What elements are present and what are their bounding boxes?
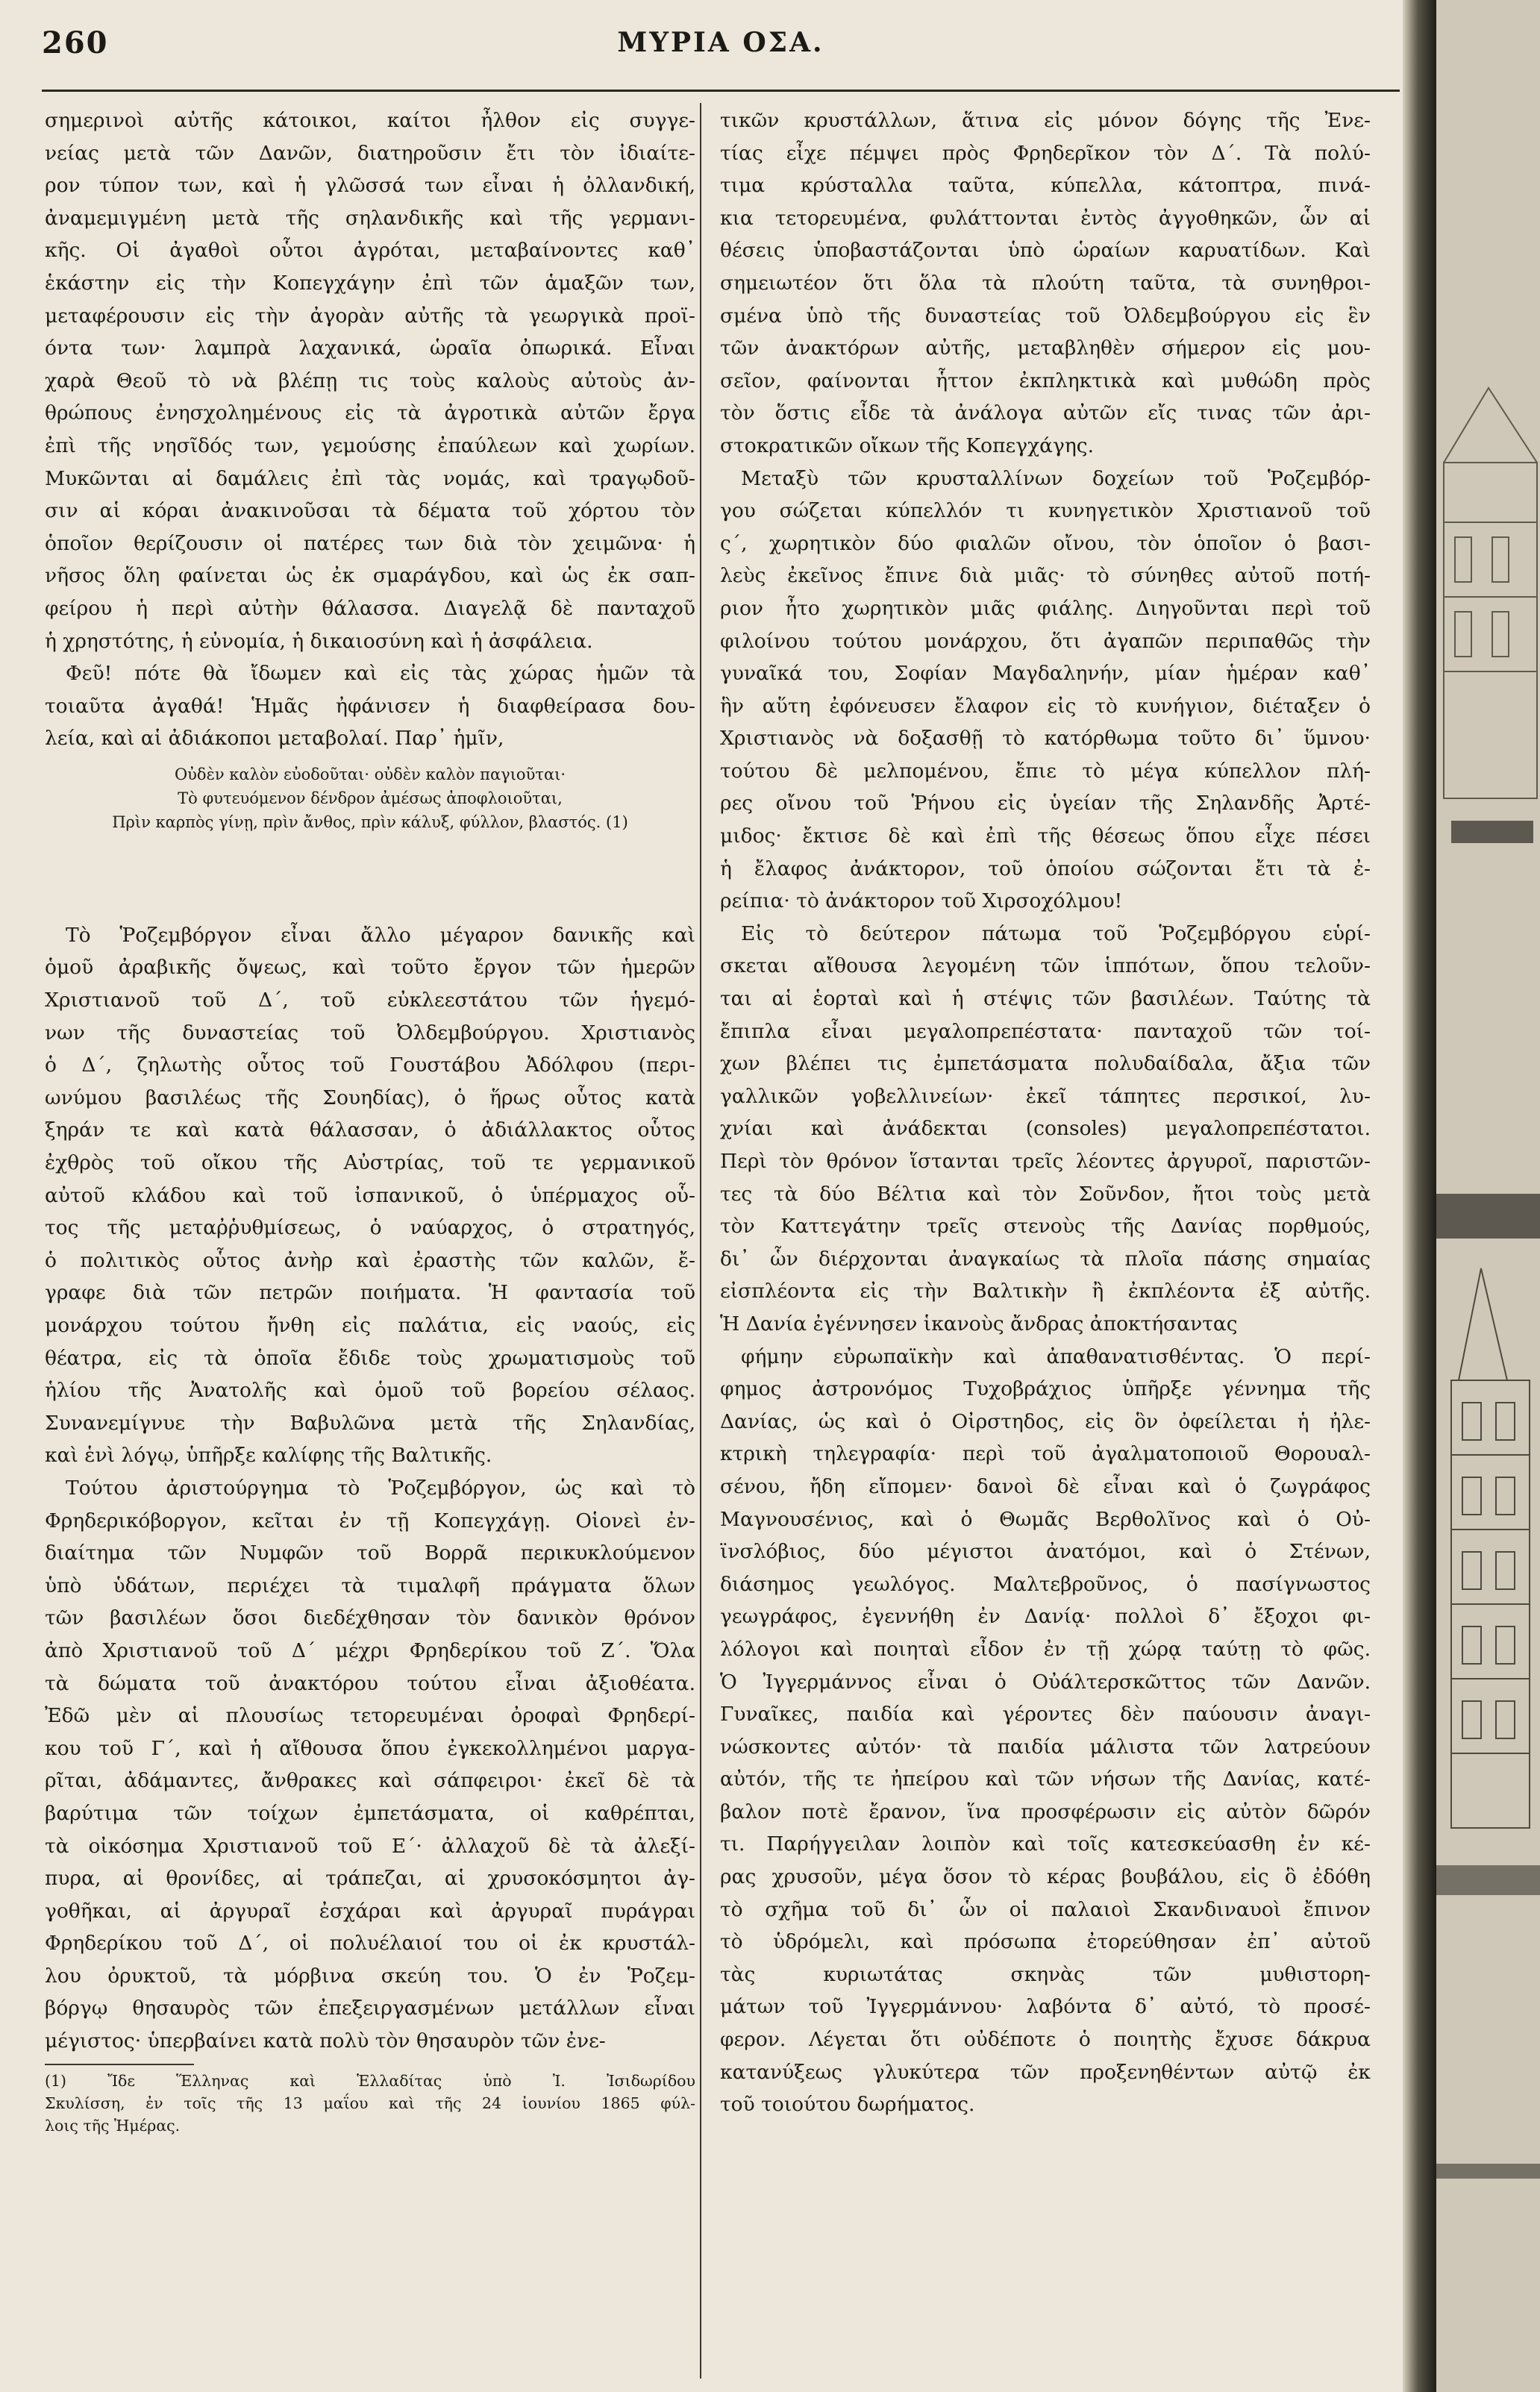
text-line: νείας μετὰ τῶν Δανῶν, διατηροῦσιν ἔτι τὸν ἰδιαίτε-	[45, 141, 695, 165]
text-line: Φεῦ! πότε θὰ ἴδωμεν καὶ εἰς τὰς χώρας ἡμῶν τὰ	[66, 662, 695, 686]
engraving-illustration	[1436, 0, 1540, 2392]
right-paragraphs	[720, 104, 1371, 2121]
left-column	[45, 104, 695, 2137]
text-line: τὸν ὅστις εἶδε τὰ ἀνάλογα αὐτῶν εἴς τινας τῶν ἀρι-	[720, 401, 1371, 425]
text-line: χνίαι καὶ ἀνάδεκται (consoles) μεγαλοπρεπέστατοι.	[720, 1117, 1371, 1141]
text-line: φερον. Λέγεται ὅτι οὐδέποτε ὁ ποιητὴς ἔχυσε δάκρυα	[720, 2028, 1371, 2052]
text-line: Μεταξὺ τῶν κρυσταλλίνων δοχείων τοῦ Ῥοζεμβόρ-	[741, 466, 1371, 490]
text-line: ρον τύπον των, καὶ ἡ γλῶσσά των εἶναι ἡ ὀλλανδική,	[45, 174, 695, 198]
book-gutter	[1403, 0, 1436, 2392]
text-line: διάσημος γεωλόγος. Μαλτεβροῦνος, ὁ πασίγνωστος	[720, 1572, 1371, 1596]
text-line: Χριστιανὸς νὰ δοξασθῇ τὸ κατόρθωμα τοῦτο δι᾽ ὕμνου·	[720, 727, 1371, 751]
text-line: τὸν Καττεγάτην τρεῖς στενοὺς τῆς Δανίας πορθμούς,	[720, 1215, 1371, 1239]
header-rule	[42, 90, 1400, 92]
text-line: κου τοῦ Γ´, καὶ ἡ αἴθουσα ὅπου ἐγκεκολλημένοι μαργα-	[45, 1736, 695, 1760]
text-line: εἰσπλέοντα εἰς τὴν Βαλτικὴν ἢ ἐκπλέοντα ἐξ αὐτῆς.	[720, 1280, 1371, 1303]
text-line: τοῦ τοιούτου δωρήματος.	[720, 2093, 975, 2117]
text-line: τὰ οἰκόσημα Χριστιανοῦ τοῦ Ε´· ἀλλαχοῦ δὲ τὰ ἀλεξί-	[45, 1834, 695, 1858]
text-line: τοιαῦτα ἀγαθά! Ἡμᾶς ἠφάνισεν ἡ διαφθείρασα δου-	[45, 694, 695, 718]
text-line: μονάρχου τούτου ἤνθη εἰς παλάτια, εἰς ναούς, εἰς	[45, 1314, 695, 1337]
text-line: ὁ πολιτικὸς οὗτος ἀνὴρ καὶ ἐραστὴς τῶν καλῶν, ἔ-	[45, 1248, 695, 1272]
text-line: λεὺς ἐκεῖνος ἔπινε διὰ μιᾶς· τὸ σύνηθες αὐτοῦ ποτή-	[720, 564, 1371, 588]
left-paragraphs	[45, 104, 695, 755]
text-line: ἀναμεμιγμένη μετὰ τῆς σηλανδικῆς καὶ τῆς γερμανι-	[45, 206, 695, 230]
text-line: ἑκάστην εἰς τὴν Κοπεγχάγην ἐπὶ τῶν ἁμαξῶν των,	[45, 271, 695, 295]
verse-line: Τὸ φυτευόμενον δένδρον ἀμέσως ἀποφλοιοῦται,	[178, 789, 563, 807]
text-line: ρες οἴνου τοῦ Ῥήνου εἰς ὑγείαν τῆς Σηλανδῆς Ἀρτέ-	[720, 792, 1371, 815]
text-line: ς´, χωρητικὸν δύο φιαλῶν οἴνου, τὸν ὁποῖον ὁ βασι-	[720, 531, 1371, 555]
text-line: τος τῆς μεταῤῥυθμίσεως, ὁ ναύαρχος, ὁ στρατηγός,	[45, 1216, 695, 1240]
text-line: δι᾽ ὧν διέρχονται ἀναγκαίως τὰ πλοῖα πάσης σημαίας	[720, 1247, 1371, 1271]
text-line: ἡ ἔλαφος ἀνάκτορον, τοῦ ὁποίου σώζονται ἔτι τὰ ἐ-	[720, 857, 1371, 880]
text-line: κια τετορευμένα, φυλάττονται ἐντὸς ἀγγοθηκῶν, ὧν αἱ	[720, 206, 1371, 230]
text-line: γοθῆκαι, αἱ ἀργυραῖ ἐσχάραι καὶ ἀργυραῖ πυράγραι	[45, 1899, 695, 1923]
text-line: στοκρατικῶν οἴκων τῆς Κοπεγχάγης.	[720, 433, 1095, 457]
text-line: ϊνσλόβιος, δύο μέγιστοι ἀνατόμοι, καὶ ὁ Στένων,	[720, 1540, 1371, 1564]
text-line: γραφε διὰ τῶν πετρῶν ποιήματα. Ἡ φαντασία τοῦ	[45, 1281, 695, 1305]
text-line: ρῖται, ἀδάμαντες, ἄνθρακες καὶ σάπφειροι· ἐκεῖ δὲ τὰ	[45, 1769, 695, 1793]
text-line: Φρηδερικόβοργον, κεῖται ἐν τῇ Κοπεγχάγῃ. Οἱονεὶ ἐν-	[45, 1509, 695, 1532]
text-line: γυναῖκά του, Σοφίαν Μαγδαληνήν, μίαν ἡμέραν καθ᾽	[720, 662, 1371, 686]
text-line: γαλλικῶν γοβελλινείων· ἐκεῖ τάπητες περσικοί, λυ-	[720, 1084, 1371, 1108]
text-line: αὐτοῦ κλάδου καὶ τοῦ ἰσπανικοῦ, ὁ ὑπέρμαχος οὗ-	[45, 1183, 695, 1207]
text-line: σημειωτέον ὅτι ὅλα τὰ πλούτη ταῦτα, τὰ συνηθροι-	[720, 271, 1371, 295]
text-line: βαρύτιμα τῶν τοίχων ἐμπετάσματα, οἱ καθρέπται,	[45, 1801, 695, 1825]
text-line: ριον ἦτο χωρητικὸν μιᾶς φιάλης. Διηγοῦνται περὶ τοῦ	[720, 596, 1371, 620]
text-line: πυρα, αἱ θρονίδες, αἱ τράπεζαι, αἱ χρυσοκόσμητοι ἀγ-	[45, 1867, 695, 1891]
text-line: σεῖον, φαίνονται ἧττον ἐκπληκτικὰ καὶ μυθώδη πρὸς	[720, 369, 1371, 392]
text-line: κατανύξεως γλυκύτερα τῶν προξενηθέντων αὐτῷ ἐκ	[720, 2060, 1371, 2084]
facing-page-engraving	[1436, 0, 1540, 2392]
text-line: ρείπια· τὸ ἀνάκτορον τοῦ Χιρσοχόλμου!	[720, 889, 1123, 913]
text-line: ἡλίου τῆς Ἀνατολῆς καὶ ὁμοῦ τοῦ βορείου σέλαος.	[45, 1379, 695, 1403]
text-line: κῆς. Οἱ ἀγαθοὶ οὗτοι ἀγρόται, μεταβαίνοντες καθ᾽	[45, 239, 695, 263]
text-line: τὰ δώματα τοῦ ἀνακτόρου τούτου εἶναι ἀξιοθέατα.	[45, 1671, 695, 1695]
text-line: καὶ ἑνὶ λόγῳ, ὑπῆρξε καλίφης τῆς Βαλτικῆς.	[45, 1444, 492, 1468]
text-line: ἣν αὕτη ἐφόνευσεν ἔλαφον εἰς τὸ κυνήγιον, διέταξεν ὁ	[720, 694, 1371, 718]
text-line: ξηράν τε καὶ κατὰ θάλασσαν, ὁ ἀδιάλλακτος οὗτος	[45, 1118, 695, 1142]
text-line: Μυκῶνται αἱ δαμάλεις ἐπὶ τὰς νομάς, καὶ τραγῳδοῦ-	[45, 466, 695, 490]
text-line: γεωγράφος, ἐγεννήθη ἐν Δανίᾳ· πολλοὶ δ᾽ ἔξοχοι φι-	[720, 1605, 1371, 1629]
text-line: Τὸ Ῥοζεμβόργον εἶναι ἄλλο μέγαρον δανικῆς καὶ	[66, 923, 695, 947]
text-line: τιμα κρύσταλλα ταῦτα, κύπελλα, κάτοπτρα, πινά-	[720, 174, 1371, 198]
text-line: θρώπους ἐνησχολημένους εἰς τὰ ἀγροτικὰ αὐτῶν ἔργα	[45, 401, 695, 425]
text-line: σκεται αἴθουσα λεγομένη τῶν ἱππότων, ὅπου τελοῦν-	[720, 954, 1371, 978]
text-line: φιλοίνου τούτου μονάρχου, ὅτι ἀγαπῶν περιπαθῶς τὴν	[720, 629, 1371, 653]
text-line: τικῶν κρυστάλλων, ἅτινα εἰς μόνον δόγης τῆς Ἐνε-	[720, 109, 1371, 132]
text-line: ρας χρυσοῦν, μέγα ὅσον τὸ κέρας βουβάλου, εἰς ὃ ἐδόθη	[720, 1865, 1371, 1889]
text-line: τὰς κυριωτάτας σκηνὰς τῶν μυθιστορη-	[720, 1962, 1371, 1986]
text-line: χαρὰ Θεοῦ τὸ νὰ βλέπῃ τις τοὺς καλοὺς αὐτοὺς ἀν-	[45, 369, 695, 392]
text-line: τες τὰ δύο Βέλτια καὶ τὸν Σοῦνδον, ἤτοι τοὺς μετὰ	[720, 1182, 1371, 1206]
text-line: Δανίας, ὡς καὶ ὁ Οἰρστηδος, εἰς ὃν ὀφείλεται ἡ ἠλε-	[720, 1409, 1371, 1433]
text-line: λεία, καὶ αἱ ἀδιάκοποι μεταβολαί. Παρ᾽ ἡμῖν,	[45, 727, 504, 751]
text-line: σμένα ὑπὸ τῆς δυναστείας τοῦ Ὀλδεμβούργου εἰς ἓν	[720, 304, 1371, 328]
text-line: σημερινοὶ αὐτῆς κάτοικοι, καίτοι ἦλθον εἰς συγγε-	[45, 109, 695, 132]
text-line: αὐτόν, τῆς τε ἠπείρου καὶ τῶν νήσων τῆς Δανίας, κατέ-	[720, 1768, 1371, 1791]
text-line: σένου, ἤδη εἴπομεν· δανοὶ δὲ εἶναι καὶ ὁ ζωγράφος	[720, 1474, 1371, 1498]
text-line: Μαγνουσένιος, καὶ ὁ Θωμᾶς Βερθολῖνος καὶ ὁ Οὐ-	[720, 1507, 1371, 1531]
text-line: νων τῆς δυναστείας τοῦ Ὀλδεμβούργου. Χριστιανὸς	[45, 1021, 695, 1045]
text-line: μέγιστος· ὑπερβαίνει κατὰ πολὺ τὸν θησαυρὸν τῶν ἐνε-	[45, 2029, 606, 2053]
text-line: μεταφέρουσιν εἰς τὴν ἀγορὰν αὐτῆς τὰ γεωργικὰ προϊ-	[45, 304, 695, 328]
text-line: όντα των· λαμπρὰ λαχανικά, ὡραῖα ὀπωρικά. Εἶναι	[45, 336, 695, 360]
text-line: νώσκοντες αὐτόν· τὰ παιδία μάλιστα τῶν λατρεύουν	[720, 1735, 1371, 1759]
text-line: τι. Παρήγγειλαν λοιπὸν καὶ τοῖς κατεσκεύασθη ἐν κέ-	[720, 1832, 1371, 1856]
text-line: Ἐδῶ μὲν αἱ πλουσίως τετορευμέναι ὀροφαὶ Φρηδερί-	[45, 1704, 695, 1728]
text-line: φημος ἀστρονόμος Τυχοβράχιος ὑπῆρξε γέννημα τῆς	[720, 1377, 1371, 1401]
text-line: Εἰς τὸ δεύτερον πάτωμα τοῦ Ῥοζεμβόργου εὑρί-	[741, 921, 1371, 945]
page-header	[42, 25, 1400, 72]
text-line: τίας εἶχε πέμψει πρὸς Φρηδερῖκον τὸν Δ´. Τὰ πολύ-	[720, 141, 1371, 165]
text-line: Συνανεμίγνυε τὴν Βαβυλῶνα μετὰ τῆς Σηλανδίας,	[45, 1411, 695, 1435]
text-line: ἐχθρὸς τοῦ οἴκου τῆς Αὐστρίας, τοῦ τε γερμανικοῦ	[45, 1151, 695, 1175]
text-line: μιδος· ἔκτισε δὲ καὶ ἐπὶ τῆς θέσεως ὅπου εἶχε πέσει	[720, 824, 1371, 848]
text-line: θέσεις ὑποβαστάζονται ὑπὸ ὡραίων καρυατίδων. Καὶ	[720, 239, 1371, 263]
text-line: τὸ ὑδρόμελι, καὶ πρόσωπα ἐτορεύθησαν ἐπ᾽ αὐτοῦ	[720, 1930, 1371, 1954]
text-line: Χριστιανοῦ τοῦ Δ´, τοῦ εὐκλεεστάτου τῶν ἡγεμό-	[45, 989, 695, 1012]
text-line: ωνύμου βασιλέως τῆς Σουηδίας), ὁ ἥρως οὗτος κατὰ	[45, 1086, 695, 1109]
text-line: Γυναῖκες, παιδία καὶ γέροντες δὲν παύουσιν ἀναγι-	[720, 1703, 1371, 1726]
text-line: μάτων τοῦ Ἰγγερμάννου· λαβόντα δ᾽ αὐτό, τὸ προσέ-	[720, 1995, 1371, 2019]
text-line: ἡ χρηστότης, ἡ εὐνομία, ἡ δικαιοσύνη καὶ ἡ ἀσφάλεια.	[45, 629, 593, 653]
text-line: βαλον ποτὲ ἔρανον, ἵνα προσφέρωσιν εἰς αὐτὸν δῶρόν	[720, 1800, 1371, 1823]
text-line: διαίτημα τῶν Νυμφῶν τοῦ Βορρᾶ περικυκλούμενον	[45, 1541, 695, 1565]
right-column	[720, 104, 1371, 2121]
text-line: τῶν ἀνακτόρων αὐτῆς, μεταβληθὲν σήμερον εἰς μου-	[720, 336, 1371, 360]
footnote-line: Σκυλίσση, ἐν τοῖς τῆς 13 μαΐου καὶ τῆς 24 ἰουνίου 1865 φύλ-	[45, 2094, 695, 2112]
text-line: λου ὀρυκτοῦ, τὰ μόρβινα σκεύη του. Ὁ ἐν Ῥοζεμ-	[45, 1964, 695, 1988]
text-line: σιν αἱ κόραι ἀνακινοῦσαι τὰ δέματα τοῦ χόρτου τὸν	[45, 499, 695, 523]
text-line: βόργῳ θησαυρὸς τῶν ἐπεξειργασμένων μετάλλων εἶναι	[45, 1997, 695, 2020]
verse-line: Πρὶν καρπὸς γίνῃ, πρὶν ἄνθος, πρὶν κάλυξ, φύλλον, βλαστός. (1)	[112, 813, 628, 831]
footnote-line: λοις τῆς Ἡμέρας.	[45, 2116, 181, 2135]
text-line: ἀπὸ Χριστιανοῦ τοῦ Δ´ μέχρι Φρηδερίκου τοῦ Ζ´. Ὅλα	[45, 1638, 695, 1662]
running-title: ΜΥΡΙΑ ΟΣΑ.	[617, 27, 824, 58]
text-line: θέατρα, εἰς τὰ ὁποῖα ἔδιδε τοὺς χρωματισμοὺς τοῦ	[45, 1346, 695, 1370]
text-line: γου σώζεται κύπελλόν τι κυνηγετικὸν Χριστιανοῦ τοῦ	[720, 499, 1371, 523]
text-line: τὸ σχῆμα τοῦ δι᾽ ὧν οἱ παλαιοὶ Σκανδιναυοὶ ἔπινον	[720, 1897, 1371, 1921]
text-line: λόλογοι καὶ ποιηταὶ εἶδον ἐν τῇ χώρᾳ ταύτῃ τὸ φῶς.	[720, 1637, 1371, 1661]
left-paragraphs-continued	[45, 919, 695, 2058]
footnote	[45, 2070, 695, 2137]
text-line: τούτου δὲ μελπομένου, ἔπιε τὸ μέγα κύπελλον πλή-	[720, 759, 1371, 783]
verse-quotation	[45, 755, 695, 919]
text-line: κτρικὴ τηλεγραφία· περὶ τοῦ ἀγαλματοποιοῦ Θορουαλ-	[720, 1442, 1371, 1466]
text-line: ἔπιπλα εἶναι μεγαλοπρεπέστατα· πανταχοῦ τῶν τοί-	[720, 1019, 1371, 1043]
footnote-rule	[45, 2064, 194, 2065]
text-line: ται αἱ ἑορταὶ καὶ ἡ στέψις τῶν βασιλέων. Ταύτης τὰ	[720, 987, 1371, 1011]
text-line: Τούτου ἀριστούργημα τὸ Ῥοζεμβόργον, ὡς καὶ τὸ	[66, 1476, 695, 1500]
verse-line: Οὐδὲν καλὸν εὐοδοῦται· οὐδὲν καλὸν παγιοῦται·	[174, 765, 566, 783]
text-line: νῆσος ὅλη φαίνεται ὡς ἐκ σμαράγδου, καὶ ὡς ἐκ σαπ-	[45, 564, 695, 588]
text-line: ἐπὶ τῆς νησῖδός των, γεμούσης ἐπαύλεων καὶ χωρίων.	[45, 433, 695, 457]
text-line: ὁποῖον θερίζουσιν οἱ πατέρες των διὰ τὸν χειμῶνα· ἡ	[45, 531, 695, 555]
text-line: ὁμοῦ ἀραβικῆς ὄψεως, καὶ τοῦτο ἔργον τῶν ἡμερῶν	[45, 956, 695, 980]
text-line: Ὁ Ἰγγερμάννος εἶναι ὁ Οὐάλτερσκῶττος τῶν Δανῶν.	[720, 1670, 1371, 1694]
text-line: ὁ Δ´, ζηλωτὴς οὗτος τοῦ Γουστάβου Ἀδόλφου (περι-	[45, 1053, 695, 1077]
text-line: Περὶ τὸν θρόνον ἵστανται τρεῖς λέοντες ἀργυροῖ, παριστῶν-	[720, 1150, 1371, 1173]
text-line: φείρου ἡ περὶ αὐτὴν θάλασσα. Διαγελᾷ δὲ πανταχοῦ	[45, 596, 695, 620]
text-line: τῶν βασιλέων ὅσοι διεδέχθησαν τὸν δανικὸν θρόνον	[45, 1606, 695, 1630]
text-line: χων βλέπει τις ἐμπετάσματα πολυδαίδαλα, ἄξια τῶν	[720, 1052, 1371, 1076]
text-line: Φρηδερίκου τοῦ Δ´, οἱ πολυέλαιοί του οἱ ἐκ κρυστάλ-	[45, 1932, 695, 1956]
text-line: φήμην εὐρωπαϊκὴν καὶ ἀπαθανατισθέντας. Ὁ περί-	[741, 1344, 1371, 1368]
column-divider	[700, 103, 701, 2379]
text-line: Ἡ Δανία ἐγέννησεν ἱκανοὺς ἄνδρας ἀποκτήσαντας	[720, 1312, 1238, 1336]
page-number: 260	[42, 25, 109, 60]
footnote-line: (1) Ἴδε Ἕλληνας καὶ Ἑλλαδίτας ὑπὸ Ἰ. Ἰσιδωρίδου	[45, 2071, 695, 2090]
text-line: ὑπὸ ὑδάτων, περιέχει τὰ τιμαλφῆ πράγματα ὅλων	[45, 1574, 695, 1597]
